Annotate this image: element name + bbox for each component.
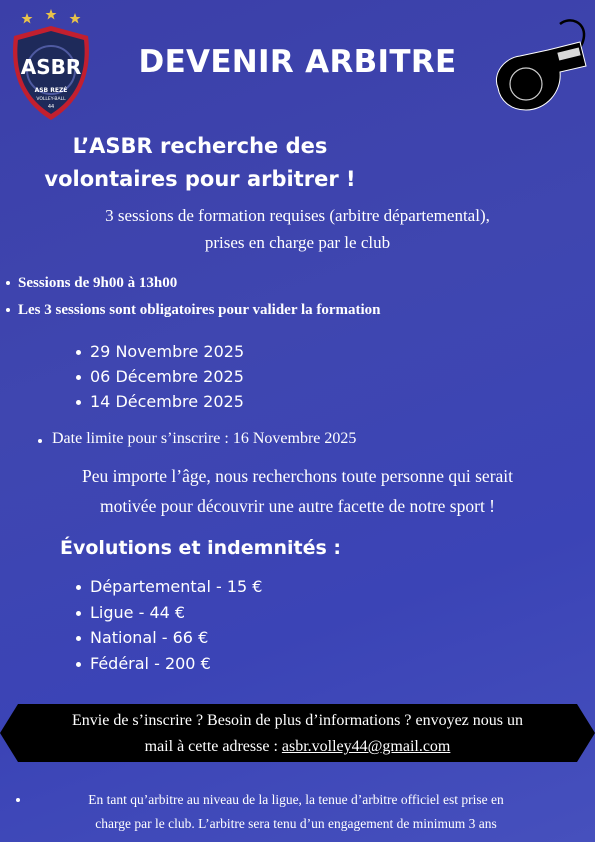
- contact-email-link[interactable]: asbr.volley44@gmail.com: [281, 738, 451, 755]
- list-item: Fédéral - 200 €: [76, 653, 262, 679]
- bullet-icon: [6, 281, 10, 285]
- footer-note: [16, 788, 576, 836]
- motivation-line-2: motivée pour découvrir une autre facette de notre sport !: [99, 496, 496, 516]
- bullet-icon: [76, 585, 81, 590]
- contact-text: [20, 708, 575, 760]
- info-list: [6, 272, 381, 326]
- deadline-text: Date limite pour s’inscrire : 16 Novembre 2025: [52, 430, 357, 447]
- list-item: 14 Décembre 2025: [76, 391, 244, 416]
- contact-line-1: Envie de s’inscrire ? Besoin de plus d’informations ? envoyez nous un: [72, 712, 523, 729]
- whistle-icon: [490, 14, 590, 118]
- contact-line-2: [20, 734, 575, 760]
- motivation-line-1: Peu importe l’âge, nous recherchons toute personne qui serait: [81, 466, 514, 486]
- deadline: [38, 430, 356, 448]
- motivation-text: [0, 461, 595, 521]
- bullet-icon: [6, 308, 10, 312]
- logo-letters: ASBR: [20, 55, 82, 79]
- bullet-icon: [16, 798, 20, 802]
- logo-stars: [22, 9, 81, 24]
- bullet-icon: [76, 375, 81, 380]
- bullet-icon: [76, 350, 81, 355]
- list-item: 06 Décembre 2025: [76, 366, 244, 391]
- logo-club-name: ASB REZÉ: [34, 87, 68, 94]
- bullet-icon: [76, 611, 81, 616]
- list-item: 29 Novembre 2025: [76, 341, 244, 366]
- list-item: Départemental - 15 €: [76, 576, 262, 602]
- bullet-icon: [76, 662, 81, 667]
- headline-line-1: L’ASBR recherche des: [72, 134, 328, 158]
- footer-line-1: En tant qu’arbitre au niveau de la ligue, la tenue d’arbitre officiel est prise en: [88, 792, 504, 807]
- bullet-icon: [76, 636, 81, 641]
- bullet-icon: [38, 439, 42, 443]
- list-item: National - 66 €: [76, 627, 262, 653]
- list-item: Les 3 sessions sont obligatoires pour valider la formation: [6, 299, 381, 326]
- list-item: Ligue - 44 €: [76, 602, 262, 628]
- logo-department: 44: [47, 104, 55, 110]
- footer-line-2: charge par le club. L’arbitre sera tenu d’un engagement de minimum 3 ans: [95, 816, 497, 831]
- contact-prefix: mail à cette adresse :: [144, 738, 282, 755]
- sessions-text: [0, 202, 595, 256]
- logo-sport: VOLLEY-BALL: [36, 97, 66, 102]
- sessions-text-line-2: prises en charge par le club: [204, 233, 391, 252]
- session-dates-list: [76, 341, 244, 416]
- evolutions-title: Évolutions et indemnités :: [60, 537, 341, 559]
- bullet-icon: [76, 400, 81, 405]
- headline: [40, 130, 360, 196]
- sessions-text-line-1: 3 sessions de formation requises (arbitre départemental),: [105, 206, 490, 225]
- indemnities-list: [76, 576, 262, 678]
- page-title: DEVENIR ARBITRE: [138, 44, 457, 80]
- headline-line-2: volontaires pour arbitrer !: [44, 167, 356, 191]
- list-item: Sessions de 9h00 à 13h00: [6, 272, 381, 299]
